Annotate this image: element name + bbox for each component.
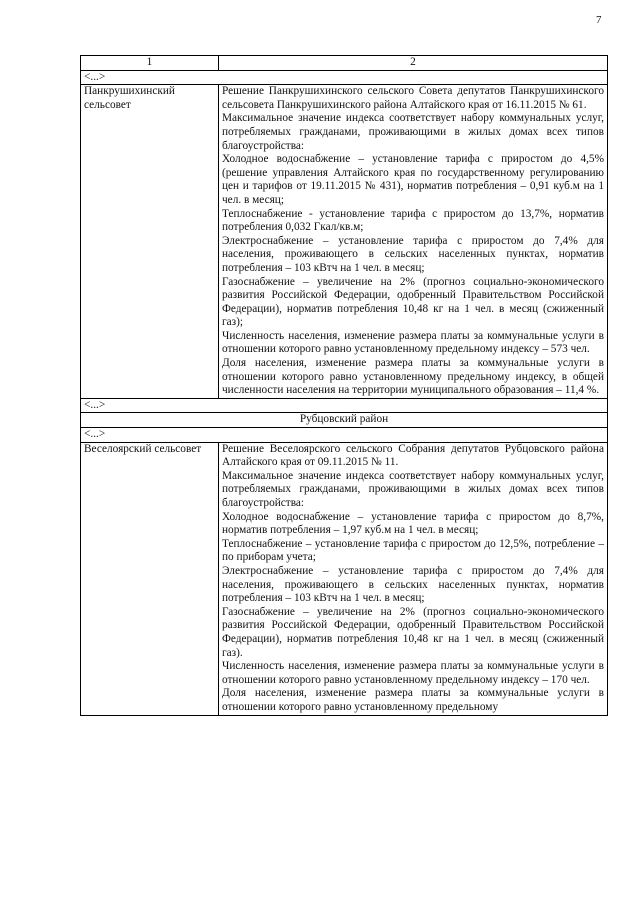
page-number: 7 bbox=[596, 14, 602, 26]
paragraph: Численность населения, изменение размера платы за коммунальные услуги в отношении которого равно установленному предельному индексу – 573 чел. bbox=[222, 329, 604, 356]
paragraph: Электроснабжение – установление тарифа с приростом до 7,4% для населения, проживающего в сельских населенных пунктах, норматив потребления – 103 кВтч на 1 чел. в месяц; bbox=[222, 564, 604, 605]
paragraph: Численность населения, изменение размера платы за коммунальные услуги в отношении которого равно установленному предельному индексу – 170 чел. bbox=[222, 660, 604, 686]
ellipsis-cell: <...> bbox=[81, 398, 608, 413]
paragraph: Решение Веселоярского сельского Собрания депутатов Рубцовского района Алтайского края от 09.11.2015 № 11. bbox=[222, 442, 604, 469]
paragraph: Доля населения, изменение размера платы за коммунальные услуги в отношении которого равно установленному предельному bbox=[222, 687, 604, 713]
column-header-1: 1 bbox=[81, 56, 219, 71]
paragraph: Газоснабжение – увеличение на 2% (прогноз социально-экономического развития Российской Федерации, одобренный Правительством Российской Федерации), норматив потребления 10,48 кг на 1 чел. в месяц (сжиженный газ). bbox=[222, 605, 604, 659]
paragraph: Максимальное значение индекса соответствует набору коммунальных услуг, потребляемых гражданами, проживающими в жилых домах всех типов благоустройства: bbox=[222, 469, 604, 509]
table-row bbox=[81, 85, 608, 399]
region-row bbox=[81, 413, 608, 428]
paragraph: Электроснабжение – установление тарифа с приростом до 7,4% для населения, проживающего в сельских населенных пунктах, норматив потребления – 103 кВтч на 1 чел. в месяц; bbox=[222, 234, 604, 274]
ellipsis-cell: <...> bbox=[81, 70, 608, 85]
paragraph: Теплоснабжение - установление тарифа с приростом до 13,7%, норматив потребления 0,032 Гкал/кв.м; bbox=[222, 207, 604, 234]
decision-text bbox=[219, 442, 608, 715]
paragraph: Доля населения, изменение размера платы за коммунальные услуги в отношении которого равно установленному предельному индексу, в общей численности населения на территории муниципального образования – 11,4 %. bbox=[222, 357, 604, 397]
ellipsis-cell: <...> bbox=[81, 428, 608, 443]
paragraph: Холодное водоснабжение – установление тарифа с приростом до 4,5% (решение управления Алтайского края по государственному регулированию цен и тарифов от 19.11.2015 № 431), норматив потребления – 0,91 куб.м на 1 чел. в месяц; bbox=[222, 153, 604, 206]
region-title: Рубцовский район bbox=[81, 413, 608, 428]
paragraph: Максимальное значение индекса соответствует набору коммунальных услуг, потребляемых гражданами, проживающими в жилых домах всех типов благоустройства: bbox=[222, 112, 604, 152]
ellipsis-row bbox=[81, 398, 608, 413]
ellipsis-row bbox=[81, 70, 608, 85]
column-header-row bbox=[81, 56, 608, 71]
municipality-name: Веселоярский сельсовет bbox=[81, 442, 219, 715]
paragraph: Газоснабжение – увеличение на 2% (прогноз социально-экономического развития Российской Федерации, одобренный Правительством Российской Федерации), норматив потребления 10,48 кг на 1 чел. в месяц (сжиженный газ); bbox=[222, 275, 604, 329]
table-row bbox=[81, 442, 608, 715]
ellipsis-row bbox=[81, 428, 608, 443]
paragraph: Холодное водоснабжение – установление тарифа с приростом до 8,7%, норматив потребления – 1,97 куб.м на 1 чел. в месяц; bbox=[222, 510, 604, 537]
index-table bbox=[80, 55, 608, 716]
decision-text bbox=[219, 85, 608, 399]
paragraph: Теплоснабжение – установление тарифа с приростом до 12,5%, потребление – по приборам учета; bbox=[222, 537, 604, 564]
column-header-2: 2 bbox=[219, 56, 608, 71]
paragraph: Решение Панкрушихинского сельского Совета депутатов Панкрушихинского сельсовета Панкрушихинского района Алтайского края от 16.11.2015 № 61. bbox=[222, 85, 604, 111]
municipality-name: Панкрушихинский сельсовет bbox=[81, 85, 219, 399]
